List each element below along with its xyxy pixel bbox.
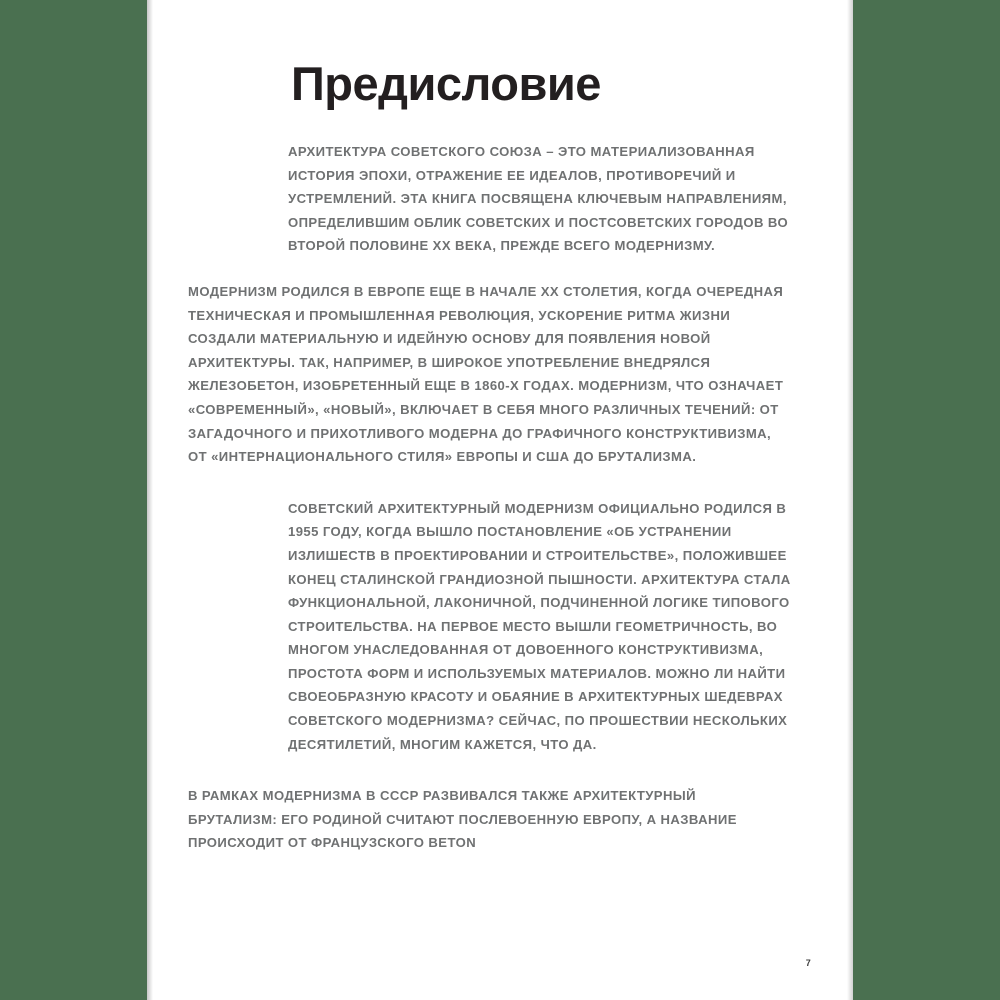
body-text-column	[188, 140, 808, 855]
page-bleed-right	[853, 0, 1000, 1000]
paper-sheet	[147, 0, 853, 1000]
page-number: 7	[805, 958, 811, 968]
page-title: Предисловие	[291, 57, 601, 111]
page-bleed-left	[0, 0, 147, 1000]
paragraph-2: МОДЕРНИЗМ РОДИЛСЯ В ЕВРОПЕ ЕЩЕ В НАЧАЛЕ XX СТОЛЕТИЯ, КОГДА ОЧЕРЕДНАЯ ТЕХНИЧЕСКАЯ И ПРОМЫШЛЕННАЯ РЕВОЛЮЦИЯ, УСКОРЕНИЕ РИТМА ЖИЗНИ СОЗДАЛИ МАТЕРИАЛЬНУЮ И ИДЕЙНУЮ ОСНОВУ ДЛЯ ПОЯВЛЕНИЯ НОВОЙ АРХИТЕКТУРЫ. ТАК, НАПРИМЕР, В ШИРОКОЕ УПОТРЕБЛЕНИЕ ВНЕДРЯЛСЯ ЖЕЛЕЗОБЕТОН, ИЗОБРЕТЕННЫЙ ЕЩЕ В 1860-Х ГОДАХ. МОДЕРНИЗМ, ЧТО ОЗНАЧАЕТ «СОВРЕМЕННЫЙ», «НОВЫЙ», ВКЛЮЧАЕТ В СЕБЯ МНОГО РАЗЛИЧНЫХ ТЕЧЕНИЙ: ОТ ЗАГАДОЧНОГО И ПРИХОТЛИВОГО МОДЕРНА ДО ГРАФИЧНОГО КОНСТРУКТИВИЗМА, ОТ «ИНТЕРНАЦИОНАЛЬНОГО СТИЛЯ» ЕВРОПЫ И США ДО БРУТАЛИЗМА.	[188, 283, 784, 465]
paragraph-1: АРХИТЕКТУРА СОВЕТСКОГО СОЮЗА – ЭТО МАТЕРИАЛИЗОВАННАЯ ИСТОРИЯ ЭПОХИ, ОТРАЖЕНИЕ ЕЕ ИДЕАЛОВ, ПРОТИВОРЕЧИЙ И УСТРЕМЛЕНИЙ. ЭТА КНИГА ПОСВЯЩЕНА КЛЮЧЕВЫМ НАПРАВЛЕНИЯМ, ОПРЕДЕЛИВШИМ ОБЛИК СОВЕТСКИХ И ПОСТСОВЕТСКИХ ГОРОДОВ ВО ВТОРОЙ ПОЛОВИНЕ XX ВЕКА, ПРЕЖДЕ ВСЕГО МОДЕРНИЗМУ.	[288, 144, 789, 254]
paragraph-4: В РАМКАХ МОДЕРНИЗМА В СССР РАЗВИВАЛСЯ ТАКЖЕ АРХИТЕКТУРНЫЙ БРУТАЛИЗМ: ЕГО РОДИНОЙ СЧИТАЮТ ПОСЛЕВОЕННУЮ ЕВРОПУ, А НАЗВАНИЕ ПРОИСХОДИТ ОТ ФРАНЦУЗСКОГО BETON	[188, 788, 737, 851]
paragraph-3: СОВЕТСКИЙ АРХИТЕКТУРНЫЙ МОДЕРНИЗМ ОФИЦИАЛЬНО РОДИЛСЯ В 1955 ГОДУ, КОГДА ВЫШЛО ПОСТАНОВЛЕНИЕ «ОБ УСТРАНЕНИИ ИЗЛИШЕСТВ В ПРОЕКТИРОВАНИИ И СТРОИТЕЛЬСТВЕ», ПОЛОЖИВШЕЕ КОНЕЦ СТАЛИНСКОЙ ГРАНДИОЗНОЙ ПЫШНОСТИ. АРХИТЕКТУРА СТАЛА ФУНКЦИОНАЛЬНОЙ, ЛАКОНИЧНОЙ, ПОДЧИНЕННОЙ ЛОГИКЕ ТИПОВОГО СТРОИТЕЛЬСТВА. НА ПЕРВОЕ МЕСТО ВЫШЛИ ГЕОМЕТРИЧНОСТЬ, ВО МНОГОМ УНАСЛЕДОВАННАЯ ОТ ДОВОЕННОГО КОНСТРУКТИВИЗМА, ПРОСТОТА ФОРМ И ИСПОЛЬЗУЕМЫХ МАТЕРИАЛОВ. МОЖНО ЛИ НАЙТИ СВОЕОБРАЗНУЮ КРАСОТУ И ОБАЯНИЕ В АРХИТЕКТУРНЫХ ШЕДЕВРАХ СОВЕТСКОГО МОДЕРНИЗМА? СЕЙЧАС, ПО ПРОШЕСТВИИ НЕСКОЛЬКИХ ДЕСЯТИЛЕТИЙ, МНОГИМ КАЖЕТСЯ, ЧТО ДА.	[288, 500, 791, 752]
